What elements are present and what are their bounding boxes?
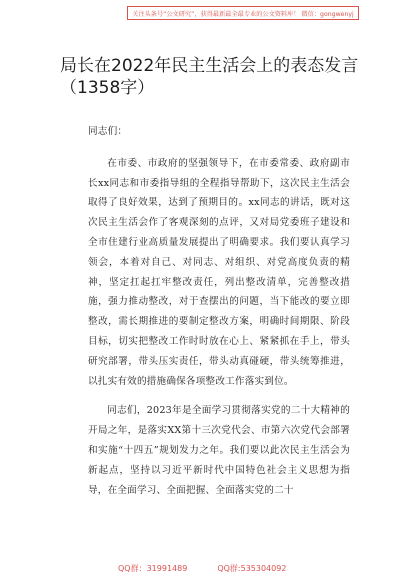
body-paragraph: 在市委、市政府的坚强领导下，在市委常委、政府副市长xx同志和市委指导组的全程指导帮助下，这次民主生活会取得了良好效果，达到了预期目的。xx同志的讲话，既对这次民主生活会作了客观深刻的点评，又对局党委班子建设和全市住建行业高质量发展提出了明确要求。我们要认真学习领会，本着对自己、对同志、对组织、对党高度负责的精神，坚定扛起扛牢整改责任，列出整改清单，完善整改措施，强力推动整改，对于查摆出的问题，当下能改的要立即整改，需长期推进的要制定整改方案，明确时间期限、阶段目标，切实把整改工作时时放在心上、紧紧抓在手上，带头研究部署，带头压实责任，带头动真碰硬，带头统筹推进，以扎实有效的措施确保各项整改工作落实到位。 xyxy=(88,157,350,387)
title-line-1: 局长在2022年民主生活会上的表态发言 xyxy=(60,56,359,76)
title-line-2: （1358字） xyxy=(60,78,155,98)
salutation: 同志们： xyxy=(88,126,128,137)
footer-qq-group-2: QQ群:535304092 xyxy=(217,564,287,573)
footer-contact xyxy=(118,563,318,574)
body-paragraph: 同志们，2023年是全面学习贯彻落实党的二十大精神的开局之年，是落实XX第十三次党代会、市第六次党代会部署和实施“十四五”规划发力之年。我们要以此次民主生活会为新起点，坚持以习近平新时代中国特色社会主义思想为指导，在全面学习、全面把握、全面落实党的二十 xyxy=(88,405,350,496)
promo-banner: 关注头条号“公文研究”，获得最新最全最专业的公文资料库！ 微信：gongwenyj xyxy=(127,6,359,20)
document-title xyxy=(60,55,390,99)
document-body xyxy=(88,122,350,510)
footer-qq-group-1: QQ群：31991489 xyxy=(118,564,188,573)
